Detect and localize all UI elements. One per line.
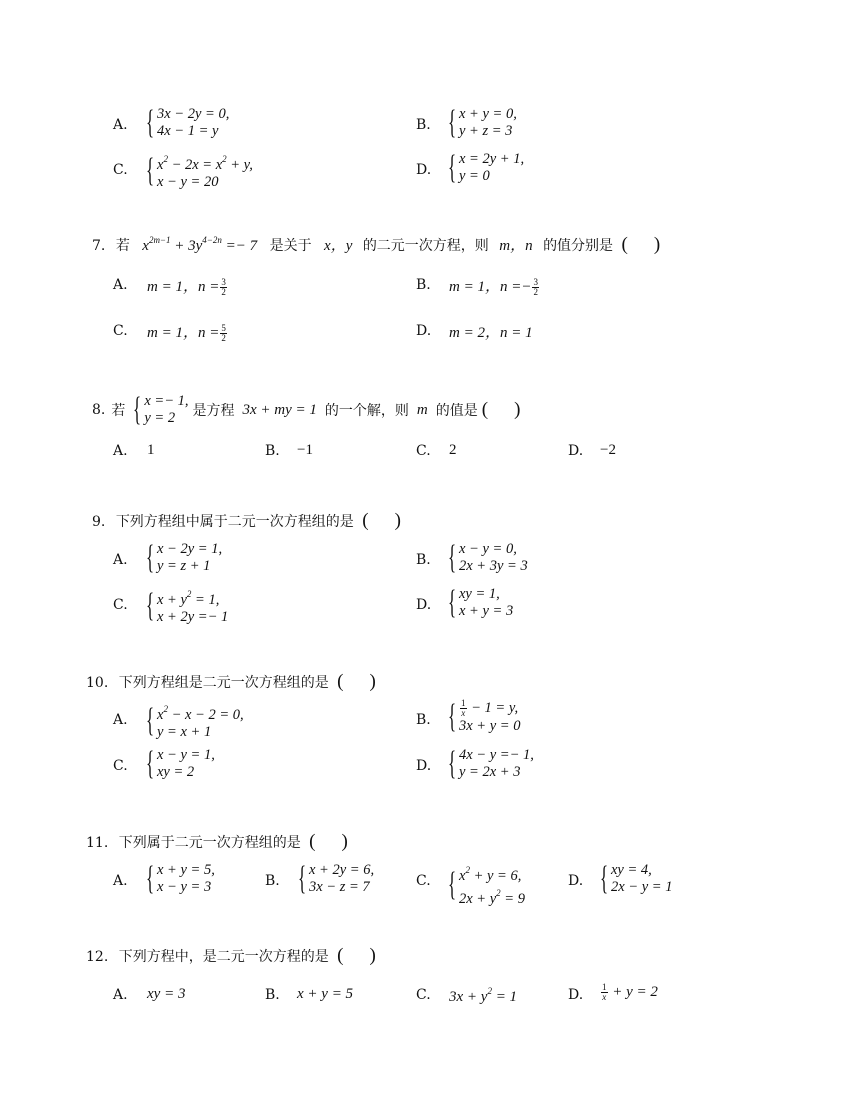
option-b-answer: −1 [297,442,313,458]
question-number: 10. [86,675,109,691]
option-c-answer: $3x + y^2 = 1$ [449,986,518,1005]
option-label: A. [113,712,128,728]
option-label: D. [568,443,584,459]
option-d-answer: −2 [600,442,616,458]
option-label: B. [265,873,280,889]
answer-paren: ( ) [481,399,521,420]
answer-paren: ( ) [362,510,401,531]
question-number: 11. [86,835,109,851]
option-a-answer: m = 1，n = $\frac{3}{2}$ [147,277,226,298]
option-label: A. [113,552,128,568]
option-label: C. [113,758,128,774]
option-label: A. [113,443,128,459]
option-c-answer: 2 [449,442,457,458]
option-label: C. [416,873,431,889]
option-b-answer: m = 1，n =− $\frac{3}{2}$ [449,277,538,298]
equation-system: { x + 2y = 6, 3x − z = 7 [298,860,375,897]
option-label: B. [416,712,431,728]
option-label: A. [113,987,128,1003]
option-label: D. [416,758,432,774]
option-c-answer: m = 1，n = $\frac{5}{2}$ [147,323,226,344]
equation-system: { xy = 4, 2x − y = 1 [600,860,673,897]
option-label: D. [416,597,432,613]
question-stem: 7. 若 $x^{2m-1} + 3y^{4-2n} =- 7$ 是关于 x，y 的二元一次方程，则 m，n 的值分别是 ( ) [92,234,661,255]
equation-system: { $\frac{1}{x}$ − 1 = y, 3x + y = 0 [448,698,521,735]
equation-system [146,151,253,191]
equation-system: { x − 2y = 1, y = z + 1 [146,539,223,576]
equation-system: { $x^2 + y = 6$, $2x + y^2 = 9$ [448,865,525,907]
brace-icon: { [448,539,457,576]
equation-line: x = 2y + 1, [459,151,525,167]
option-label: C. [416,443,431,459]
question-number: 8. [92,402,106,418]
option-d-answer: m = 2，n = 1 [449,325,533,341]
equation-system: { $x + y^2 = 1$, x + 2y =− 1 [146,587,229,625]
brace-icon: { [600,860,609,897]
equation-system [146,106,229,140]
option-label: B. [416,277,431,293]
equation-system: { x + y = 5, x − y = 3 [146,860,215,897]
option-label: D. [416,162,432,178]
brace-icon: { [146,539,155,576]
brace-icon: { [146,702,155,739]
option-label: C. [416,987,431,1003]
option-label: A. [113,277,128,293]
option-label: C. [113,597,128,613]
brace-icon: { [146,587,155,624]
brace-icon: { [448,149,457,186]
equation-line: $x^2 - 2x = x^2 + y$, [157,154,253,173]
equation-line: y + z = 3 [459,123,513,139]
question-stem: 12. 下列方程中，是二元一次方程的是 ( ) [86,945,376,966]
brace-icon: { [448,104,457,141]
equation-system: { x =− 1, y = 2 [133,391,189,428]
question-stem: 8. 若 { x =− 1, y = 2 是方程 3x + my = 1 的一个解，则 m 的值是 ( ) [92,391,521,428]
option-label: C. [113,162,128,178]
brace-icon: { [448,584,457,621]
answer-paren: ( ) [309,831,348,852]
brace-icon: { [146,745,155,782]
equation-system: { x − y = 0, 2x + 3y = 3 [448,539,528,576]
option-label: B. [265,443,280,459]
brace-icon: { [298,860,307,897]
brace-icon: { [448,698,457,735]
brace-icon: { [133,391,142,428]
question-stem: 9. 下列方程组中属于二元一次方程组的是 ( ) [92,510,401,531]
option-a-answer: xy = 3 [147,986,186,1002]
brace-icon: { [146,104,155,141]
question-number: 7. [92,238,106,254]
brace-icon: { [146,152,155,189]
equation-line: 3x − 2y = 0, [157,106,230,122]
equation: $x^{2m-1} + 3y^{4-2n} =- 7$ [142,235,258,254]
option-label: A. [113,873,128,889]
option-label: B. [416,552,431,568]
equation-line: y = 0 [459,168,490,184]
equation-system: { 4x − y =− 1, y = 2x + 3 [448,745,534,782]
equation-line: 4x − 1 = y [157,123,219,139]
equation-system: { x − y = 1, xy = 2 [146,745,215,782]
option-a-answer: 1 [147,442,155,458]
answer-paren: ( ) [337,945,376,966]
equation-system: { xy = 1, x + y = 3 [448,584,514,621]
option-b-answer: x + y = 5 [297,986,354,1002]
brace-icon: { [146,860,155,897]
option-label: D. [416,323,432,339]
answer-paren: ( ) [337,671,376,692]
option-d-answer: $\frac{1}{x}$ + y = 2 [602,982,658,1002]
question-number: 12. [86,949,109,965]
answer-paren: ( ) [621,234,661,255]
option-label: A. [113,117,128,133]
equation-system: { $x^2 - x - 2 = 0$, y = x + 1 [146,702,244,740]
question-number: 9. [92,514,106,530]
option-label: B. [416,117,431,133]
equation-system [448,106,517,140]
option-label: B. [265,987,280,1003]
question-stem: 11. 下列属于二元一次方程组的是 ( ) [86,831,348,852]
equation-line: x + y = 0, [459,106,517,122]
brace-icon: { [448,866,457,903]
option-label: D. [568,873,584,889]
question-stem: 10. 下列方程组是二元一次方程组的是 ( ) [86,671,376,692]
option-label: C. [113,323,128,339]
option-label: D. [568,987,584,1003]
brace-icon: { [448,745,457,782]
equation-line: x − y = 20 [157,174,219,190]
equation-system [448,151,524,185]
